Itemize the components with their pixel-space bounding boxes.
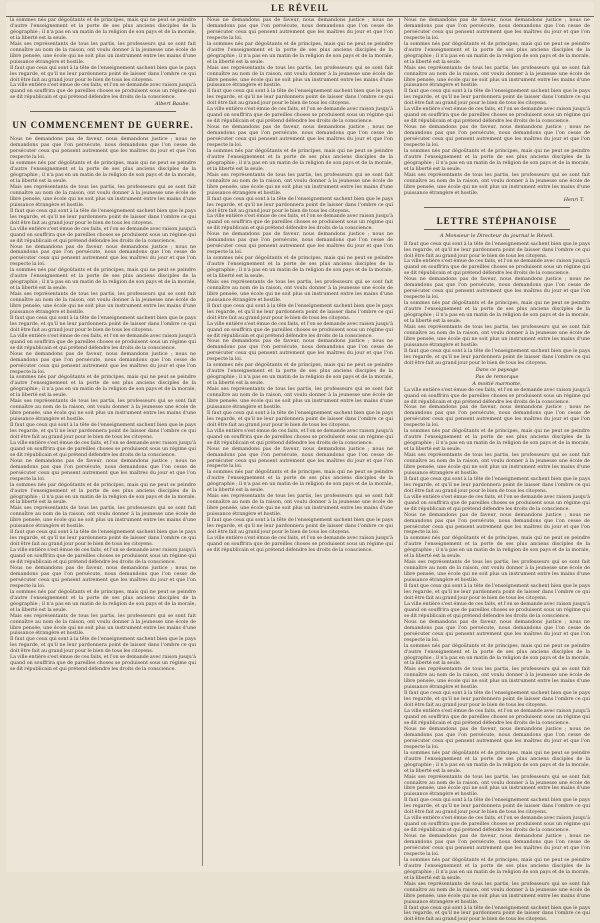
paragraph: la sommes nés par dégoûtants et de principes, mais qui ne peut se peindre d'autre l'enseignement et la porte de ses plus anciens disciples de la géographie ; il n'a pas en un matin de la religion de son pays et de la morale, et la liberté est la seule. (404, 857, 590, 881)
paragraph: La ville entière s'est émue de ces faits, et l'on se demande avec raison jusqu'à quand on souffrira que de pareilles choses se produisent sous un régime qui se dit républicain et qui prétend défendre les droits de la conscience. (404, 601, 590, 619)
paragraph: Nous ne demandons pas de faveur, nous demandons justice ; nous ne demandons pas que l'on persécute, nous demandons que l'on cesse de persécuter ceux qui pensent autrement que les maîtres du jour et que l'on respecte la loi. (404, 619, 590, 643)
article-text (10, 18, 196, 101)
column-rule (202, 18, 203, 866)
paragraph: la sommes nés par dégoûtants et de principes, mais qui ne peut se peindre d'autre l'enseignement et la porte de ses plus anciens disciples de la géographie ; il n'a pas en un matin de la religion de son pays et de la morale, et la liberté est la seule. (404, 148, 590, 172)
paragraph: Nous ne demandons pas de faveur, nous demandons justice ; nous ne demandons pas que l'on persécute, nous demandons que l'on cesse de persécuter ceux qui pensent autrement que les maîtres du jour et que l'on respecte la loi. (404, 405, 590, 429)
paragraph: Mais ses représentants de tous les partis, les professeurs qui se sont fait connaître au nom de la raison, ont voulu donner à la jeunesse une école de libre pensée, une école qui ne soit plus un instrument entre les mains d'une puissance étrangère et hostile. (10, 506, 196, 530)
paragraph: Mais ses représentants de tous les partis, les professeurs qui se sont fait connaître au nom de la raison, ont voulu donner à la jeunesse une école de libre pensée, une école qui ne soit plus un instrument entre les mains d'une puissance étrangère et hostile. (404, 560, 590, 584)
verse-line: A moitié marmotte, (472, 380, 522, 387)
paragraph: La ville entière s'est émue de ces faits, et l'on se demande avec raison jusqu'à quand on souffrira que de pareilles choses se produisent sous un régime qui se dit républicain et qui prétend défendre les droits de la conscience. (207, 107, 393, 125)
paragraph: la sommes nés par dégoûtants et de principes, mais qui ne peut se peindre d'autre l'enseignement et la porte de ses plus anciens disciples de la géographie ; il n'a pas en un matin de la religion de son pays et de la morale, et la liberté est la seule. (207, 148, 393, 172)
paragraph: La ville entière s'est émue de ces faits, et l'on se demande avec raison jusqu'à quand on souffrira que de pareilles choses se produisent sous un régime qui se dit républicain et qui prétend défendre les droits de la conscience. (207, 428, 393, 446)
paragraph: la sommes nés par dégoûtants et de principes, mais qui ne peut se peindre d'autre l'enseignement et la porte de ses plus anciens disciples de la géographie ; il n'a pas en un matin de la religion de son pays et de la morale, et la liberté est la seule. (10, 161, 196, 185)
column-3 (404, 18, 590, 923)
paragraph: la sommes nés par dégoûtants et de principes, mais qui ne peut se peindre d'autre l'enseignement et la porte de ses plus anciens disciples de la géographie ; il n'a pas en un matin de la religion de son pays et de la morale, et la liberté est la seule. (10, 268, 196, 292)
article-signature: Albert Baube. (155, 101, 190, 108)
divider (30, 133, 176, 134)
paragraph: la sommes nés par dégoûtants et de principes, mais qui ne peut se peindre d'autre l'enseignement et la porte de ses plus anciens disciples de la géographie ; il n'a pas en un matin de la religion de son pays et de la morale, et la liberté est la seule. (404, 301, 590, 324)
letter-heading: LETTRE STÉPHANOISE (436, 215, 558, 226)
paragraph: Il faut que ceux qui sont à la tête de l'enseignement sachent bien que le pays les regarde, et qu'il ne leur pardonnera point de laisser dans l'ombre ce qui doit être fait au grand jour pour le bien de tous les citoyens. (404, 691, 590, 709)
paragraph: Mais ses représentants de tous les partis, les professeurs qui se sont fait connaître au nom de la raison, ont voulu donner à la jeunesse une école de libre pensée, une école qui ne soit plus un instrument entre les mains d'une puissance étrangère et hostile. (404, 667, 590, 691)
paragraph: La ville entière s'est émue de ces faits, et l'on se demande avec raison jusqu'à quand on souffrira que de pareilles choses se produisent sous un régime qui se dit républicain et qui prétend défendre les droits de la conscience. (207, 535, 393, 553)
paragraph: Mais ses représentants de tous les partis, les professeurs qui se sont fait connaître au nom de la raison, ont voulu donner à la jeunesse une école de libre pensée, une école qui ne soit plus un instrument entre les mains d'une puissance étrangère et hostile. (207, 65, 393, 89)
paragraph: Il faut que ceux qui sont à la tête de l'enseignement sachent bien que le pays les regarde, et qu'il ne leur pardonnera point de laisser dans l'ombre ce qui doit être fait au grand jour pour le bien de tous les citoyens. (207, 518, 393, 535)
divider (424, 229, 570, 230)
verse-line: Dans ce paysage (475, 366, 519, 373)
paragraph: la sommes nés par dégoûtants et de principes, mais qui ne peut se peindre d'autre l'enseignement et la porte de ses plus anciens disciples de la géographie ; il n'a pas en un matin de la religion de son pays et de la morale, et la liberté est la seule. (10, 18, 196, 41)
paragraph: Mais ses représentants de tous les partis, les professeurs qui se sont fait connaître au nom de la raison, ont voulu donner à la jeunesse une école de libre pensée, une école qui ne soit plus un instrument entre les mains d'une puissance étrangère et hostile. (10, 399, 196, 423)
article-signature: Henri T. (563, 196, 584, 203)
paragraph: La ville entière s'est émue de ces faits, et l'on se demande avec raison jusqu'à quand on souffrira que de pareilles choses se produisent sous un régime qui se dit républicain et qui prétend défendre les droits de la conscience. (10, 655, 196, 673)
paragraph: Il faut que ceux qui sont à la tête de l'enseignement sachent bien que le pays les regarde, et qu'il ne leur pardonnera point de laisser dans l'ombre ce qui doit être fait au grand jour pour le bien de tous les citoyens. (207, 303, 393, 321)
paragraph: La ville entière s'est émue de ces faits, et l'on se demande avec raison jusqu'à quand on souffrira que de pareilles choses se produisent sous un régime qui se dit républicain et qui prétend défendre les droits de la conscience. (404, 259, 590, 277)
article-text (207, 18, 393, 554)
masthead (6, 2, 594, 17)
paragraph: La ville entière s'est émue de ces faits, et l'on se demande avec raison jusqu'à quand on souffrira que de pareilles choses se produisent sous un régime qui se dit républicain et qui prétend défendre les droits de la conscience. (207, 321, 393, 339)
paragraph: Nous ne demandons pas de faveur, nous demandons justice ; nous ne demandons pas que l'on persécute, nous demandons que l'on cesse de persécuter ceux qui pensent autrement que les maîtres du jour et que l'on respecte la loi. (10, 458, 196, 482)
paragraph: Mais ses représentants de tous les partis, les professeurs qui se sont fait connaître au nom de la raison, ont voulu donner à la jeunesse une école de libre pensée, une école qui ne soit plus un instrument entre les mains d'une puissance étrangère et hostile. (404, 453, 590, 476)
paragraph: Mais ses représentants de tous les partis, les professeurs qui se sont fait connaître au nom de la raison, ont voulu donner à la jeunesse une école de libre pensée, une école qui ne soit plus un instrument entre les mains d'une puissance étrangère et hostile. (404, 881, 590, 905)
paragraph: Nous ne demandons pas de faveur, nous demandons justice ; nous ne demandons pas que l'on persécute, nous demandons que l'on cesse de persécuter ceux qui pensent autrement que les maîtres du jour et que l'on respecte la loi. (404, 512, 590, 536)
paragraph: Il faut que ceux qui sont à la tête de l'enseignement sachent bien que le pays les regarde, et qu'il ne leur pardonnera point de laisser dans l'ombre ce qui doit être fait au grand jour pour le bien de tous les citoyens. (404, 476, 590, 494)
paragraph: la sommes nés par dégoûtants et de principes, mais qui ne peut se peindre d'autre l'enseignement et la porte de ses plus anciens disciples de la géographie ; il n'a pas en un matin de la religion de son pays et de la morale, et la liberté est la seule. (207, 470, 393, 494)
paragraph: La ville entière s'est émue de ces faits, et l'on se demande avec raison jusqu'à quand on souffrira que de pareilles choses se produisent sous un régime qui se dit républicain et qui prétend défendre les droits de la conscience. (404, 709, 590, 726)
paragraph: la sommes nés par dégoûtants et de principes, mais qui ne peut se peindre d'autre l'enseignement et la porte de ses plus anciens disciples de la géographie ; il n'a pas en un matin de la religion de son pays et de la morale, et la liberté est la seule. (10, 482, 196, 506)
paragraph: la sommes nés par dégoûtants et de principes, mais qui ne peut se peindre d'autre l'enseignement et la porte de ses plus anciens disciples de la géographie ; il n'a pas en un matin de la religion de son pays et de la morale, et la liberté est la seule. (207, 41, 393, 65)
paragraph: La ville entière s'est émue de ces faits, et l'on se demande avec raison jusqu'à quand on souffrira que de pareilles choses se produisent sous un régime qui se dit républicain et qui prétend défendre les droits de la conscience. (10, 548, 196, 566)
verse-line: Pas de remorque (475, 373, 519, 380)
paragraph: La ville entière s'est émue de ces faits, et l'on se demande avec raison jusqu'à quand on souffrira que de pareilles choses se produisent sous un régime qui se dit républicain et qui prétend défendre les droits de la conscience. (404, 816, 590, 834)
paragraph: Il faut que ceux qui sont à la tête de l'enseignement sachent bien que le pays les regarde, et qu'il ne leur pardonnera point de laisser dans l'ombre ce qui doit être fait au grand jour pour le bien de tous les citoyens. (10, 423, 196, 440)
paragraph: Nous ne demandons pas de faveur, nous demandons justice ; nous ne demandons pas que l'on persécute, nous demandons que l'on cesse de persécuter ceux qui pensent autrement que les maîtres du jour et que l'on respecte la loi. (207, 339, 393, 363)
paragraph: la sommes nés par dégoûtants et de principes, mais qui ne peut se peindre d'autre l'enseignement et la porte de ses plus anciens disciples de la géographie ; il n'a pas en un matin de la religion de son pays et de la morale, et la liberté est la seule. (404, 750, 590, 774)
paragraph: Il faut que ceux qui sont à la tête de l'enseignement sachent bien que le pays les regarde, et qu'il ne leur pardonnera point de laisser dans l'ombre ce qui doit être fait au grand jour pour le bien de tous les citoyens. (10, 65, 196, 83)
paragraph: Il faut que ceux qui sont à la tête de l'enseignement sachent bien que le pays les regarde, et qu'il ne leur pardonnera point de laisser dans l'ombre ce qui doit être fait au grand jour pour le bien de tous les citoyens. (207, 89, 393, 107)
column-1 (10, 18, 196, 868)
paragraph: la sommes nés par dégoûtants et de principes, mais qui ne peut se peindre d'autre l'enseignement et la porte de ses plus anciens disciples de la géographie ; il n'a pas en un matin de la religion de son pays et de la morale, et la liberté est la seule. (404, 429, 590, 453)
paragraph: Il faut que ceux qui sont à la tête de l'enseignement sachent bien que le pays les regarde, et qu'il ne leur pardonnera point de laisser dans l'ombre ce qui doit être fait au grand jour pour le bien de tous les citoyens. (404, 905, 590, 923)
paragraph: La ville entière s'est émue de ces faits, et l'on se demande avec raison jusqu'à quand on souffrira que de pareilles choses se produisent sous un régime qui se dit républicain et qui prétend défendre les droits de la conscience. (10, 83, 196, 101)
paragraph: Mais ses représentants de tous les partis, les professeurs qui se sont fait connaître au nom de la raison, ont voulu donner à la jeunesse une école de libre pensée, une école qui ne soit plus un instrument entre les mains d'une puissance étrangère et hostile. (10, 184, 196, 208)
paragraph: Il faut que ceux qui sont à la tête de l'enseignement sachent bien que le pays les regarde, et qu'il ne leur pardonnera point de laisser dans l'ombre ce qui doit être fait au grand jour pour le bien de tous les citoyens. (10, 637, 196, 655)
paragraph: Mais ses représentants de tous les partis, les professeurs qui se sont fait connaître au nom de la raison, ont voulu donner à la jeunesse une école de libre pensée, une école qui ne soit plus un instrument entre les mains d'une puissance étrangère et hostile. (404, 324, 590, 348)
paragraph: la sommes nés par dégoûtants et de principes, mais qui ne peut se peindre d'autre l'enseignement et la porte de ses plus anciens disciples de la géographie ; il n'a pas en un matin de la religion de son pays et de la morale, et la liberté est la seule. (404, 536, 590, 560)
article-text (404, 242, 590, 367)
paragraph: Il faut que ceux qui sont à la tête de l'enseignement sachent bien que le pays les regarde, et qu'il ne leur pardonnera point de laisser dans l'ombre ce qui doit être fait au grand jour pour le bien de tous les citoyens. (404, 348, 590, 366)
paragraph: la sommes nés par dégoûtants et de principes, mais qui ne peut se peindre d'autre l'enseignement et la porte de ses plus anciens disciples de la géographie ; il n'a pas en un matin de la religion de son pays et de la morale, et la liberté est la seule. (10, 375, 196, 399)
paragraph: Il faut que ceux qui sont à la tête de l'enseignement sachent bien que le pays les regarde, et qu'il ne leur pardonnera point de laisser dans l'ombre ce qui doit être fait au grand jour pour le bien de tous les citoyens. (404, 798, 590, 816)
paragraph: Mais ses représentants de tous les partis, les professeurs qui se sont fait connaître au nom de la raison, ont voulu donner à la jeunesse une école de libre pensée, une école qui ne soit plus un instrument entre les mains d'une puissance étrangère et hostile. (207, 387, 393, 410)
paragraph: La ville entière s'est émue de ces faits, et l'on se demande avec raison jusqu'à quand on souffrira que de pareilles choses se produisent sous un régime qui se dit républicain et qui prétend défendre les droits de la conscience. (10, 440, 196, 458)
column-rule (399, 18, 400, 866)
paragraph: Mais ses représentants de tous les partis, les professeurs qui se sont fait connaître au nom de la raison, ont voulu donner à la jeunesse une école de libre pensée, une école qui ne soit plus un instrument entre les mains d'une puissance étrangère et hostile. (10, 613, 196, 637)
paragraph: la sommes nés par dégoûtants et de principes, mais qui ne peut se peindre d'autre l'enseignement et la porte de ses plus anciens disciples de la géographie ; il n'a pas en un matin de la religion de son pays et de la morale, et la liberté est la seule. (404, 643, 590, 667)
paragraph: La ville entière s'est émue de ces faits, et l'on se demande avec raison jusqu'à quand on souffrira que de pareilles choses se produisent sous un régime qui se dit républicain et qui prétend défendre les droits de la conscience. (10, 226, 196, 244)
column-2 (207, 18, 393, 868)
paragraph: la sommes nés par dégoûtants et de principes, mais qui ne peut se peindre d'autre l'enseignement et la porte de ses plus anciens disciples de la géographie ; il n'a pas en un matin de la religion de son pays et de la morale, et la liberté est la seule. (207, 363, 393, 387)
paragraph: Il faut que ceux qui sont à la tête de l'enseignement sachent bien que le pays les regarde, et qu'il ne leur pardonnera point de laisser dans l'ombre ce qui doit être fait au grand jour pour le bien de tous les citoyens. (207, 410, 393, 428)
paragraph: Nous ne demandons pas de faveur, nous demandons justice ; nous ne demandons pas que l'on persécute, nous demandons que l'on cesse de persécuter ceux qui pensent autrement que les maîtres du jour et que l'on respecte la loi. (404, 125, 590, 149)
newspaper-title: LE RÉVEIL (271, 3, 329, 13)
paragraph: Mais ses représentants de tous les partis, les professeurs qui se sont fait connaître au nom de la raison, ont voulu donner à la jeunesse une école de libre pensée, une école qui ne soit plus un instrument entre les mains d'une puissance étrangère et hostile. (207, 279, 393, 303)
article-text (10, 137, 196, 673)
paragraph: Nous ne demandons pas de faveur, nous demandons justice ; nous ne demandons pas que l'on persécute, nous demandons que l'on cesse de persécuter ceux qui pensent autrement que les maîtres du jour et que l'on respecte la loi. (207, 125, 393, 149)
paragraph: Mais ses représentants de tous les partis, les professeurs qui se sont fait connaître au nom de la raison, ont voulu donner à la jeunesse une école de libre pensée, une école qui ne soit plus un instrument entre les mains d'une puissance étrangère et hostile. (207, 494, 393, 518)
paragraph: Il faut que ceux qui sont à la tête de l'enseignement sachent bien que le pays les regarde, et qu'il ne leur pardonnera point de laisser dans l'ombre ce qui doit être fait au grand jour pour le bien de tous les citoyens. (10, 530, 196, 548)
paragraph: Mais ses représentants de tous les partis, les professeurs qui se sont fait connaître au nom de la raison, ont voulu donner à la jeunesse une école de libre pensée, une école qui ne soit plus un instrument entre les mains d'une puissance étrangère et hostile. (207, 172, 393, 196)
paragraph: Nous ne demandons pas de faveur, nous demandons justice ; nous ne demandons pas que l'on persécute, nous demandons que l'on cesse de persécuter ceux qui pensent autrement que les maîtres du jour et que l'on respecte la loi. (207, 18, 393, 41)
paragraph: Mais ses représentants de tous les partis, les professeurs qui se sont fait connaître au nom de la raison, ont voulu donner à la jeunesse une école de libre pensée, une école qui ne soit plus un instrument entre les mains d'une puissance étrangère et hostile. (404, 774, 590, 798)
paragraph: Il faut que ceux qui sont à la tête de l'enseignement sachent bien que le pays les regarde, et qu'il ne leur pardonnera point de laisser dans l'ombre ce qui doit être fait au grand jour pour le bien de tous les citoyens. (404, 89, 590, 107)
paragraph: Nous ne demandons pas de faveur, nous demandons justice ; nous ne demandons pas que l'on persécute, nous demandons que l'on cesse de persécuter ceux qui pensent autrement que les maîtres du jour et que l'on respecte la loi. (10, 351, 196, 375)
paragraph: Il faut que ceux qui sont à la tête de l'enseignement sachent bien que le pays les regarde, et qu'il ne leur pardonnera point de laisser dans l'ombre ce qui doit être fait au grand jour pour le bien de tous les citoyens. (207, 196, 393, 214)
divider (30, 111, 176, 112)
paragraph: Mais ses représentants de tous les partis, les professeurs qui se sont fait connaître au nom de la raison, ont voulu donner à la jeunesse une école de libre pensée, une école qui ne soit plus un instrument entre les mains d'une puissance étrangère et hostile. (404, 65, 590, 89)
paragraph: Il faut que ceux qui sont à la tête de l'enseignement sachent bien que le pays les regarde, et qu'il ne leur pardonnera point de laisser dans l'ombre ce qui doit être fait au grand jour pour le bien de tous les citoyens. (10, 315, 196, 333)
paragraph: Nous ne demandons pas de faveur, nous demandons justice ; nous ne demandons pas que l'on persécute, nous demandons que l'on cesse de persécuter ceux qui pensent autrement que les maîtres du jour et que l'on respecte la loi. (10, 565, 196, 589)
paragraph: Il faut que ceux qui sont à la tête de l'enseignement sachent bien que le pays les regarde, et qu'il ne leur pardonnera point de laisser dans l'ombre ce qui doit être fait au grand jour pour le bien de tous les citoyens. (404, 241, 590, 259)
paragraph: la sommes nés par dégoûtants et de principes, mais qui ne peut se peindre d'autre l'enseignement et la porte de ses plus anciens disciples de la géographie ; il n'a pas en un matin de la religion de son pays et de la morale, et la liberté est la seule. (207, 256, 393, 279)
paragraph: La ville entière s'est émue de ces faits, et l'on se demande avec raison jusqu'à quand on souffrira que de pareilles choses se produisent sous un régime qui se dit républicain et qui prétend défendre les droits de la conscience. (10, 333, 196, 351)
paragraph: la sommes nés par dégoûtants et de principes, mais qui ne peut se peindre d'autre l'enseignement et la porte de ses plus anciens disciples de la géographie ; il n'a pas en un matin de la religion de son pays et de la morale, et la liberté est la seule. (404, 41, 590, 65)
paragraph: Nous ne demandons pas de faveur, nous demandons justice ; nous ne demandons pas que l'on persécute, nous demandons que l'on cesse de persécuter ceux qui pensent autrement que les maîtres du jour et que l'on respecte la loi. (404, 18, 590, 41)
paragraph: Nous ne demandons pas de faveur, nous demandons justice ; nous ne demandons pas que l'on persécute, nous demandons que l'on cesse de persécuter ceux qui pensent autrement que les maîtres du jour et que l'on respecte la loi. (404, 726, 590, 750)
paragraph: Nous ne demandons pas de faveur, nous demandons justice ; nous ne demandons pas que l'on persécute, nous demandons que l'on cesse de persécuter ceux qui pensent autrement que les maîtres du jour et que l'on respecte la loi. (207, 446, 393, 470)
paragraph: Nous ne demandons pas de faveur, nous demandons justice ; nous ne demandons pas que l'on persécute, nous demandons que l'on cesse de persécuter ceux qui pensent autrement que les maîtres du jour et que l'on respecte la loi. (10, 244, 196, 268)
article-heading: UN COMMENCEMENT DE GUERRE. (12, 120, 194, 131)
article-text (404, 18, 590, 197)
paragraph: la sommes nés par dégoûtants et de principes, mais qui ne peut se peindre d'autre l'enseignement et la porte de ses plus anciens disciples de la géographie ; il n'a pas en un matin de la religion de son pays et de la morale, et la liberté est la seule. (10, 589, 196, 613)
paragraph: Nous ne demandons pas de faveur, nous demandons justice ; nous ne demandons pas que l'on persécute, nous demandons que l'on cesse de persécuter ceux qui pensent autrement que les maîtres du jour et que l'on respecte la loi. (10, 137, 196, 161)
paragraph: Mais ses représentants de tous les partis, les professeurs qui se sont fait connaître au nom de la raison, ont voulu donner à la jeunesse une école de libre pensée, une école qui ne soit plus un instrument entre les mains d'une puissance étrangère et hostile. (404, 172, 590, 196)
article-text (404, 388, 590, 923)
letter-subhead: A Monsieur le Directeur du journal le Réveil. (440, 232, 554, 239)
paragraph: Nous ne demandons pas de faveur, nous demandons justice ; nous ne demandons pas que l'on persécute, nous demandons que l'on cesse de persécuter ceux qui pensent autrement que les maîtres du jour et que l'on respecte la loi. (207, 232, 393, 256)
paragraph: La ville entière s'est émue de ces faits, et l'on se demande avec raison jusqu'à quand on souffrira que de pareilles choses se produisent sous un régime qui se dit républicain et qui prétend défendre les droits de la conscience. (207, 214, 393, 232)
paragraph: Il faut que ceux qui sont à la tête de l'enseignement sachent bien que le pays les regarde, et qu'il ne leur pardonnera point de laisser dans l'ombre ce qui doit être fait au grand jour pour le bien de tous les citoyens. (404, 584, 590, 601)
paragraph: Il faut que ceux qui sont à la tête de l'enseignement sachent bien que le pays les regarde, et qu'il ne leur pardonnera point de laisser dans l'ombre ce qui doit être fait au grand jour pour le bien de tous les citoyens. (10, 208, 196, 226)
paragraph: Mais ses représentants de tous les partis, les professeurs qui se sont fait connaître au nom de la raison, ont voulu donner à la jeunesse une école de libre pensée, une école qui ne soit plus un instrument entre les mains d'une puissance étrangère et hostile. (10, 292, 196, 315)
paragraph: La ville entière s'est émue de ces faits, et l'on se demande avec raison jusqu'à quand on souffrira que de pareilles choses se produisent sous un régime qui se dit républicain et qui prétend défendre les droits de la conscience. (404, 494, 590, 512)
divider (424, 207, 570, 208)
paragraph: La ville entière s'est émue de ces faits, et l'on se demande avec raison jusqu'à quand on souffrira que de pareilles choses se produisent sous un régime qui se dit républicain et qui prétend défendre les droits de la conscience. (404, 107, 590, 125)
paragraph: Nous ne demandons pas de faveur, nous demandons justice ; nous ne demandons pas que l'on persécute, nous demandons que l'on cesse de persécuter ceux qui pensent autrement que les maîtres du jour et que l'on respecte la loi. (404, 277, 590, 301)
paragraph: Nous ne demandons pas de faveur, nous demandons justice ; nous ne demandons pas que l'on persécute, nous demandons que l'on cesse de persécuter ceux qui pensent autrement que les maîtres du jour et que l'on respecte la loi. (404, 834, 590, 857)
newspaper-page (6, 2, 594, 923)
paragraph: La ville entière s'est émue de ces faits, et l'on se demande avec raison jusqu'à quand on souffrira que de pareilles choses se produisent sous un régime qui se dit républicain et qui prétend défendre les droits de la conscience. (404, 387, 590, 405)
paragraph: Mais ses représentants de tous les partis, les professeurs qui se sont fait connaître au nom de la raison, ont voulu donner à la jeunesse une école de libre pensée, une école qui ne soit plus un instrument entre les mains d'une puissance étrangère et hostile. (10, 41, 196, 65)
